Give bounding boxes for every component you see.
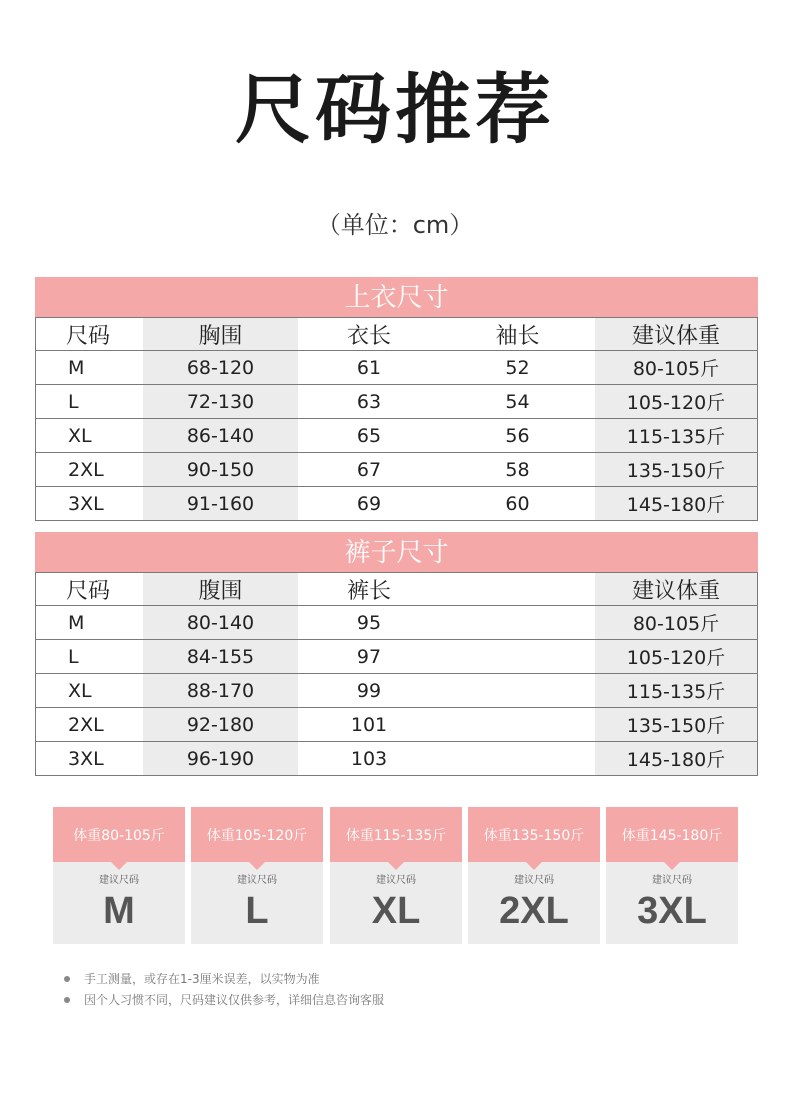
table-cell: 65 — [298, 419, 440, 452]
size-card — [191, 807, 323, 944]
table-row — [36, 708, 757, 742]
table-cell: 60 — [440, 487, 595, 520]
card-subtitle: 建议尺码 — [376, 875, 416, 886]
table-cell: 68-120 — [143, 351, 298, 384]
table-cell: 97 — [298, 640, 440, 673]
table-cell: M — [36, 351, 143, 384]
card-weight: 体重80-105斤 — [53, 807, 185, 862]
size-recommendation-cards — [53, 807, 739, 944]
pants-size-table — [35, 532, 758, 776]
table-row — [36, 419, 757, 453]
card-weight: 体重105-120斤 — [191, 807, 323, 862]
note-item — [64, 968, 384, 989]
table-cell: XL — [36, 674, 143, 707]
table-row — [36, 351, 757, 385]
table-row — [36, 385, 757, 419]
card-weight: 体重135-150斤 — [468, 807, 600, 862]
table-cell: 84-155 — [143, 640, 298, 673]
table-cell: 3XL — [36, 742, 143, 775]
card-size: 2XL — [499, 890, 569, 932]
table-cell: 63 — [298, 385, 440, 418]
card-weight: 体重145-180斤 — [606, 807, 738, 862]
card-subtitle: 建议尺码 — [237, 875, 277, 886]
table-row — [36, 742, 757, 775]
card-size: M — [103, 890, 135, 932]
header-cell: 胸围 — [143, 318, 298, 350]
header-cell — [440, 573, 595, 605]
table-cell: 88-170 — [143, 674, 298, 707]
card-size: 3XL — [637, 890, 707, 932]
table-cell: 80-140 — [143, 606, 298, 639]
table-row — [36, 487, 757, 520]
table-cell: 115-135斤 — [595, 674, 757, 707]
table-cell — [440, 742, 595, 775]
size-card — [330, 807, 462, 944]
table-cell: 91-160 — [143, 487, 298, 520]
size-card — [606, 807, 738, 944]
table-row — [36, 453, 757, 487]
header-cell: 尺码 — [36, 573, 143, 605]
table-cell: 135-150斤 — [595, 708, 757, 741]
table-cell: 80-105斤 — [595, 351, 757, 384]
table-cell: 54 — [440, 385, 595, 418]
card-subtitle: 建议尺码 — [514, 875, 554, 886]
table-row — [36, 640, 757, 674]
table-cell: 103 — [298, 742, 440, 775]
table-cell: 58 — [440, 453, 595, 486]
header-cell: 腹围 — [143, 573, 298, 605]
table-cell: 67 — [298, 453, 440, 486]
table-cell: 2XL — [36, 453, 143, 486]
table-cell: 101 — [298, 708, 440, 741]
table-cell — [440, 708, 595, 741]
table-cell: 52 — [440, 351, 595, 384]
table-cell: 69 — [298, 487, 440, 520]
top-section-title: 上衣尺寸 — [35, 277, 758, 318]
bullet-icon — [64, 997, 70, 1003]
header-cell: 袖长 — [440, 318, 595, 350]
note-text: 手工测量，或存在1-3厘米误差，以实物为准 — [84, 972, 320, 986]
table-cell: 105-120斤 — [595, 640, 757, 673]
note-item — [64, 989, 384, 1010]
table-cell: 145-180斤 — [595, 742, 757, 775]
page-title: 尺码推荐 — [235, 65, 555, 154]
note-text: 因个人习惯不同，尺码建议仅供参考，详细信息咨询客服 — [84, 993, 385, 1007]
table-cell: L — [36, 385, 143, 418]
table-cell — [440, 674, 595, 707]
table-cell — [440, 606, 595, 639]
table-cell: 105-120斤 — [595, 385, 757, 418]
card-weight: 体重115-135斤 — [330, 807, 462, 862]
header-cell: 建议体重 — [595, 573, 757, 605]
unit-label: （单位：cm） — [316, 211, 474, 239]
table-cell: 3XL — [36, 487, 143, 520]
table-cell: 72-130 — [143, 385, 298, 418]
table-cell: L — [36, 640, 143, 673]
table-cell: 145-180斤 — [595, 487, 757, 520]
table-cell: 61 — [298, 351, 440, 384]
table-cell: XL — [36, 419, 143, 452]
table-cell: 96-190 — [143, 742, 298, 775]
top-size-table — [35, 277, 758, 521]
table-header-row — [36, 573, 757, 606]
header-cell: 建议体重 — [595, 318, 757, 350]
table-cell: 95 — [298, 606, 440, 639]
card-subtitle: 建议尺码 — [652, 875, 692, 886]
table-cell: 99 — [298, 674, 440, 707]
table-row — [36, 674, 757, 708]
bullet-icon — [64, 976, 70, 982]
size-card — [53, 807, 185, 944]
table-cell: M — [36, 606, 143, 639]
table-cell: 135-150斤 — [595, 453, 757, 486]
table-cell: 92-180 — [143, 708, 298, 741]
header-cell: 衣长 — [298, 318, 440, 350]
header-cell: 尺码 — [36, 318, 143, 350]
header-cell: 裤长 — [298, 573, 440, 605]
table-cell: 56 — [440, 419, 595, 452]
table-cell: 90-150 — [143, 453, 298, 486]
table-cell — [440, 640, 595, 673]
notes — [64, 968, 384, 1010]
card-size: XL — [371, 890, 421, 932]
table-row — [36, 606, 757, 640]
card-size: L — [245, 890, 269, 932]
pants-section-title: 裤子尺寸 — [35, 532, 758, 573]
table-cell: 2XL — [36, 708, 143, 741]
table-cell: 86-140 — [143, 419, 298, 452]
table-cell: 115-135斤 — [595, 419, 757, 452]
size-card — [468, 807, 600, 944]
card-subtitle: 建议尺码 — [99, 875, 139, 886]
table-header-row — [36, 318, 757, 351]
table-cell: 80-105斤 — [595, 606, 757, 639]
